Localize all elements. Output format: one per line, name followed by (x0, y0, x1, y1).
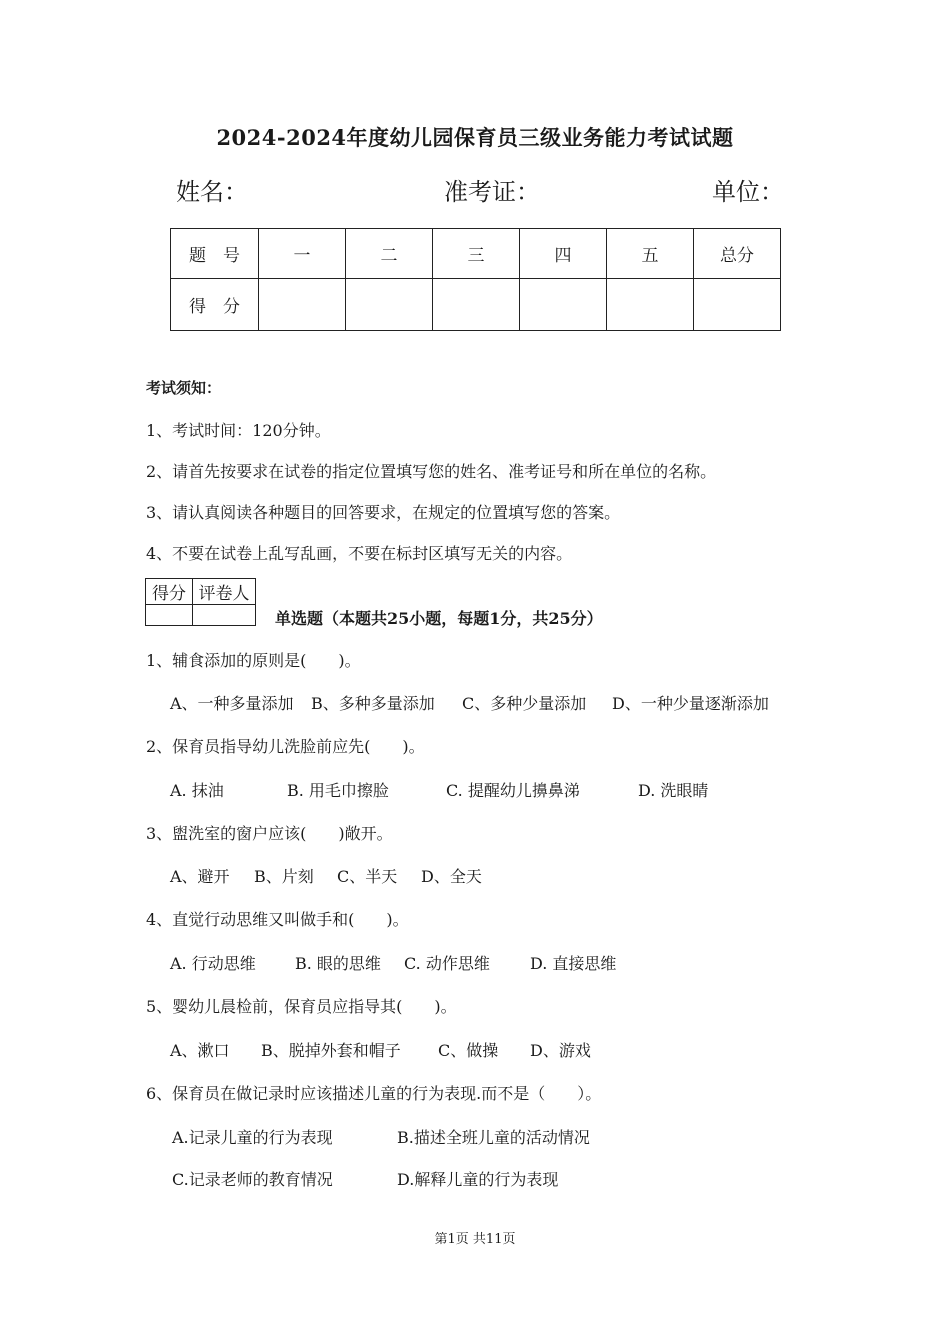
question-5: 5、婴幼儿晨检前，保育员应指导其( )。 (146, 997, 457, 1016)
score-cell (433, 279, 520, 331)
notice-item: 2、请首先按要求在试卷的指定位置填写您的姓名、准考证号和所在单位的名称。 (146, 462, 717, 481)
question-2-option-c: C. 提醒幼儿擤鼻涕 (446, 781, 580, 800)
score-cell (694, 279, 781, 331)
score-cell (607, 279, 694, 331)
grader-name-label: 评卷人 (193, 579, 256, 605)
question-6-option-b: B.描述全班儿童的活动情况 (397, 1128, 590, 1147)
total-header: 总分 (694, 229, 781, 279)
question-4-option-a: A. 行动思维 (170, 954, 256, 973)
grader-score-cell (146, 605, 193, 626)
question-3-option-d: D、全天 (421, 867, 482, 886)
grader-table (145, 578, 256, 626)
question-number-label: 题 号 (171, 229, 259, 279)
question-6-option-a: A.记录儿童的行为表现 (172, 1128, 333, 1147)
question-3-option-a: A、避开 (170, 867, 230, 886)
score-table (170, 228, 781, 331)
exam-number-field-label: 准考证： (444, 178, 540, 206)
question-6-option-d: D.解释儿童的行为表现 (397, 1170, 559, 1189)
question-6: 6、保育员在做记录时应该描述儿童的行为表现.而不是（ ）。 (146, 1084, 602, 1103)
unit-field-label: 单位： (712, 178, 784, 206)
notice-item: 4、不要在试卷上乱写乱画，不要在标封区填写无关的内容。 (146, 544, 573, 563)
question-3-option-c: C、半天 (337, 867, 398, 886)
score-table-header-row (171, 229, 781, 279)
question-3: 3、盥洗室的窗户应该( )敞开。 (146, 824, 393, 843)
section-5-header: 五 (607, 229, 694, 279)
question-2: 2、保育员指导幼儿洗脸前应先( )。 (146, 737, 425, 756)
question-3-option-b: B、片刻 (254, 867, 314, 886)
section-2-header: 二 (346, 229, 433, 279)
score-cell (346, 279, 433, 331)
question-4-option-b: B. 眼的思维 (295, 954, 381, 973)
question-2-option-b: B. 用毛巾擦脸 (287, 781, 389, 800)
score-cell (520, 279, 607, 331)
grader-score-label: 得分 (146, 579, 193, 605)
page-footer: 第1页 共11页 (434, 1232, 516, 1247)
question-5-option-c: C、做操 (438, 1041, 499, 1060)
page-title: 2024-2024年度幼儿园保育员三级业务能力考试试题 (216, 125, 734, 150)
score-cell (259, 279, 346, 331)
section-1-header: 一 (259, 229, 346, 279)
question-1: 1、辅食添加的原则是( )。 (146, 651, 361, 670)
question-5-option-d: D、游戏 (530, 1041, 591, 1060)
notice-item: 3、请认真阅读各种题目的回答要求，在规定的位置填写您的答案。 (146, 503, 621, 522)
section-3-header: 三 (433, 229, 520, 279)
question-5-option-a: A、漱口 (170, 1041, 230, 1060)
question-1-option-c: C、多种少量添加 (462, 694, 587, 713)
section-4-header: 四 (520, 229, 607, 279)
question-1-option-b: B、多种多量添加 (311, 694, 435, 713)
question-5-option-b: B、脱掉外套和帽子 (261, 1041, 401, 1060)
notice-heading: 考试须知： (146, 379, 222, 397)
name-field-label: 姓名： (176, 178, 248, 206)
question-4-option-c: C. 动作思维 (404, 954, 490, 973)
question-1-option-d: D、一种少量逐渐添加 (612, 694, 769, 713)
question-4: 4、直觉行动思维又叫做手和( )。 (146, 910, 409, 929)
grader-name-cell (193, 605, 256, 626)
score-table-score-row (171, 279, 781, 331)
question-2-option-d: D. 洗眼睛 (638, 781, 709, 800)
notice-item: 1、考试时间：120分钟。 (146, 421, 331, 440)
question-6-option-c: C.记录老师的教育情况 (172, 1170, 333, 1189)
score-row-label: 得 分 (171, 279, 259, 331)
candidate-fields (176, 172, 784, 206)
question-2-option-a: A. 抹油 (170, 781, 224, 800)
section-title: 单选题（本题共25小题，每题1分，共25分） (275, 609, 603, 628)
question-1-option-a: A、一种多量添加 (170, 694, 294, 713)
question-4-option-d: D. 直接思维 (530, 954, 617, 973)
